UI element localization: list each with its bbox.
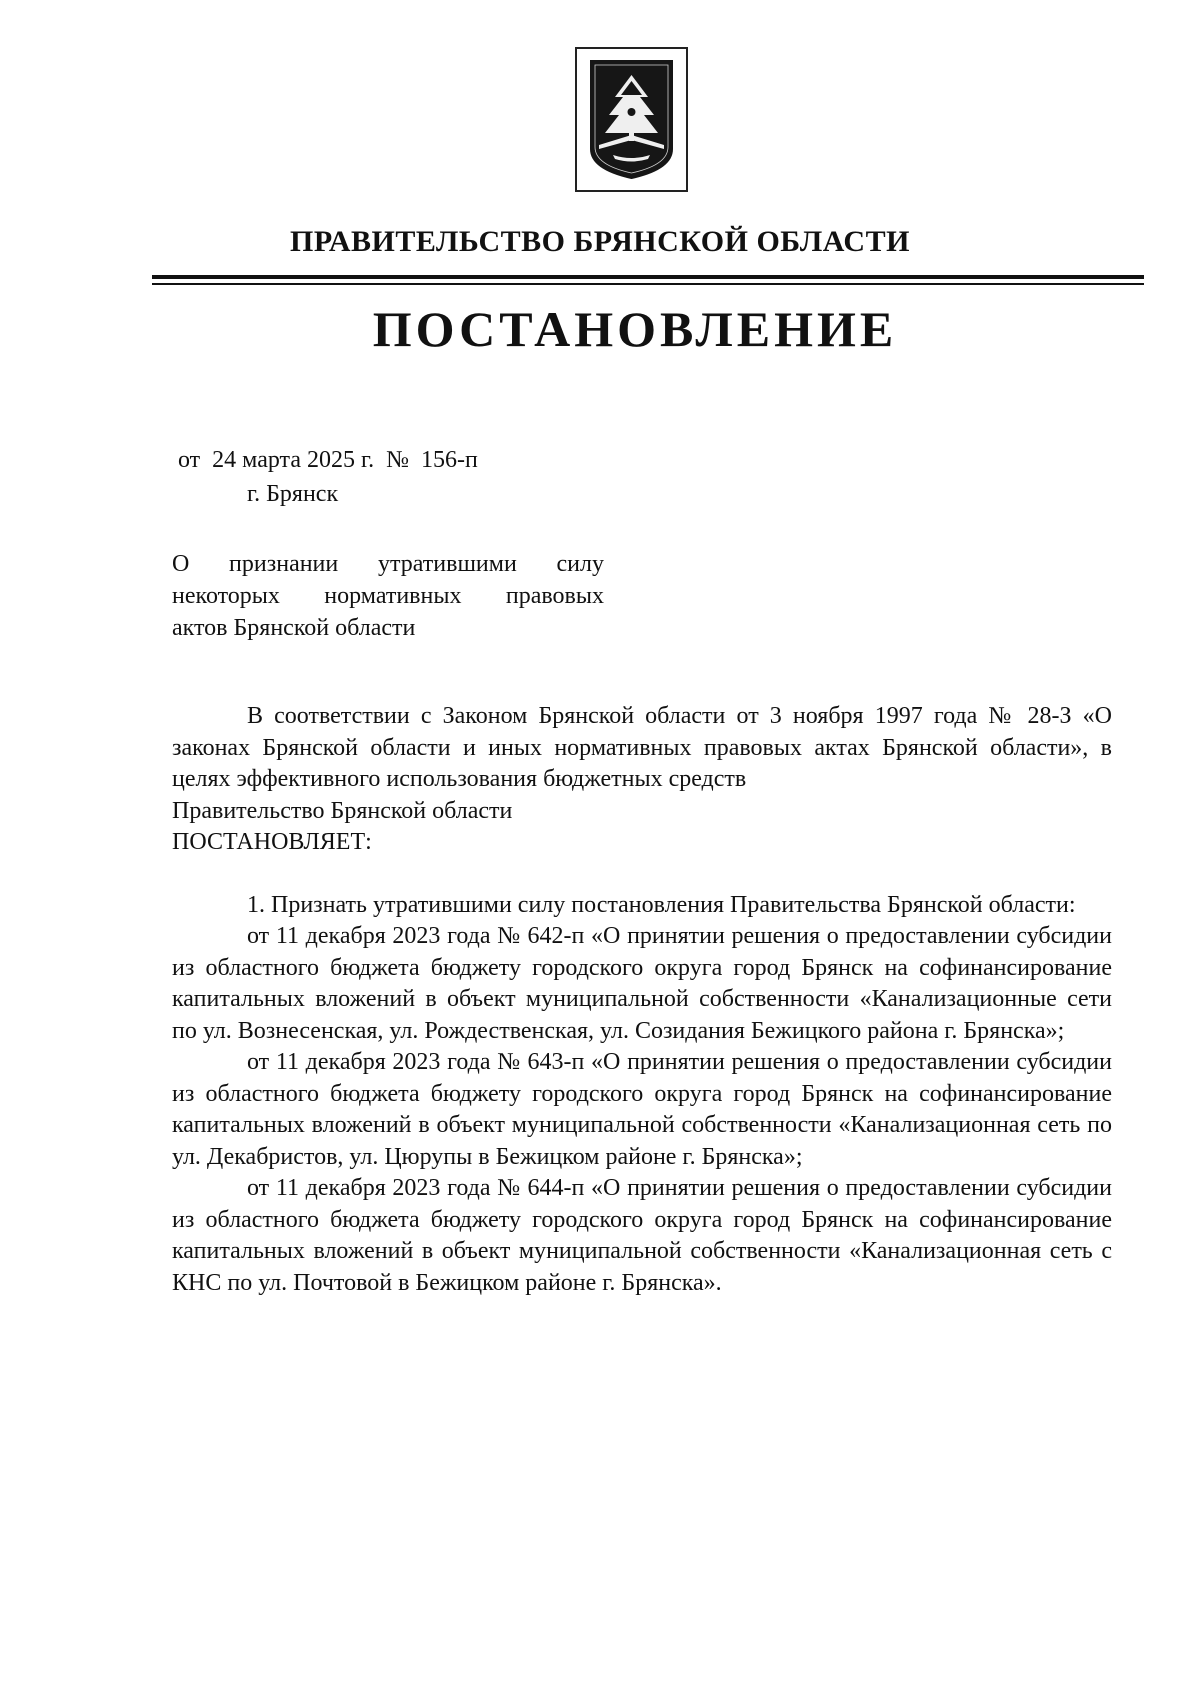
document-body [172,701,1112,1299]
preamble-paragraph: В соответствии с Законом Брянской области от 3 ноября 1997 года № 28-З «О законах Брянской области и иных нормативных правовых актах Брянской области», в целях эффективного использования бюджетных средств [172,703,1112,792]
item-1-paragraph: 1. Признать утратившими силу постановления Правительства Брянской области: [247,891,1076,918]
document-type-title: ПОСТАНОВЛЕНИЕ [372,301,898,357]
coat-of-arms-icon [585,57,678,182]
paragraph-gap [172,859,1112,890]
coat-of-arms-frame [575,47,688,192]
subject-line: актов Брянской области [172,615,416,641]
repealed-act-item: от 11 декабря 2023 года № 642-п «О принятии решения о предоставлении субсидии из областного бюджета бюджету городского округа город Брянск на софинансирование капитальных вложений в объект муниципальной собственности «Канализационные сети по ул. Вознесенская, ул. Рождественская, ул. Созидания Бежицкого района г. Брянска»; [172,923,1112,1044]
subject-line: О признании утратившими силу [172,551,604,577]
document-city: г. Брянск [247,481,339,507]
repealed-act-item: от 11 декабря 2023 года № 644-п «О принятии решения о предоставлении субсидии из областного бюджета бюджету городского округа город Брянск на софинансирование капитальных вложений в объект муниципальной собственности «Канализационная сеть с КНС по ул. Почтовой в Бежицком районе г. Брянска». [172,1175,1112,1296]
resolves-heading: ПОСТАНОВЛЯЕТ: [172,829,372,855]
header-divider-thin [152,283,1144,285]
document-subject [172,548,604,644]
repealed-act-item: от 11 декабря 2023 года № 643-п «О принятии решения о предоставлении субсидии из областного бюджета бюджету городского округа город Брянск на софинансирование капитальных вложений в объект муниципальной собственности «Канализационная сеть по ул. Декабристов, ул. Цюрупы в Бежицком районе г. Брянска»; [172,1049,1112,1170]
header-divider-thick [152,275,1144,279]
government-title: ПРАВИТЕЛЬСТВО БРЯНСКОЙ ОБЛАСТИ [290,225,910,258]
subject-line: некоторых нормативных правовых [172,583,604,609]
document-date-number: от 24 марта 2025 г. № 156-п [178,447,478,473]
preamble-subject: Правительство Брянской области [172,797,513,824]
